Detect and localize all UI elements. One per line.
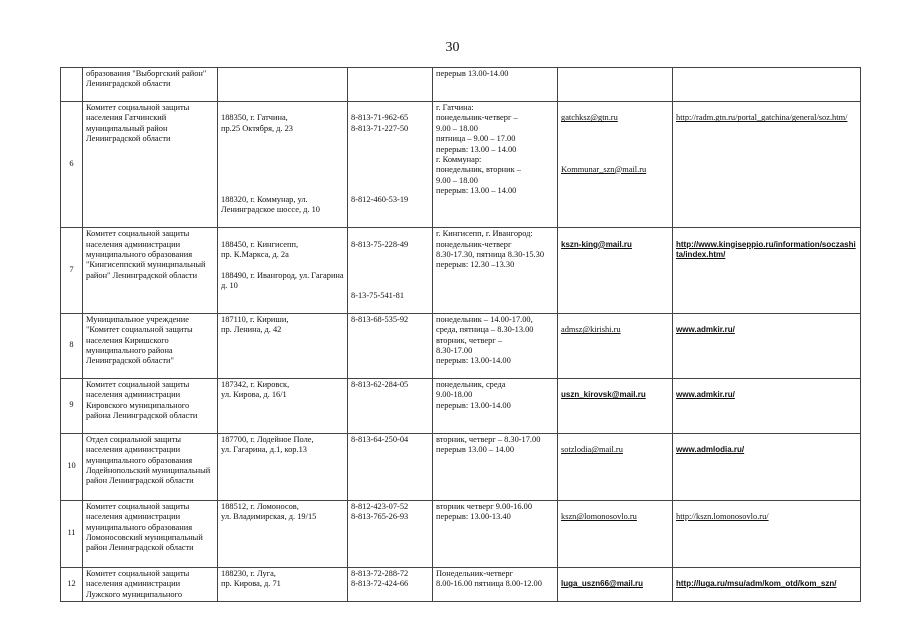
email-cell	[558, 567, 673, 601]
row-number	[61, 68, 83, 102]
phone: 8-813-62-284-05	[348, 378, 433, 433]
email-link[interactable]: uszn_kirovsk@mail.ru	[561, 390, 646, 400]
phone-cell	[348, 228, 433, 313]
org-name: Комитет социальной защиты населения Гатчинский муниципальный район Ленинградской области	[83, 102, 218, 228]
table-row	[61, 68, 861, 102]
email-link-secondary[interactable]: Kommunar_szn@mail.ru	[561, 164, 647, 174]
table-row	[61, 567, 861, 601]
working-hours: понедельник, среда 9.00-18.00 перерыв: 13.00-14.00	[433, 378, 558, 433]
website-cell	[673, 433, 861, 500]
table-row	[61, 228, 861, 313]
row-number: 8	[61, 313, 83, 378]
working-hours: перерыв 13.00-14.00	[433, 68, 558, 102]
website-cell	[673, 500, 861, 567]
address: 188512, г. Ломоносов, ул. Владимирская, д. 19/15	[218, 500, 348, 567]
website-link[interactable]: www.admlodia.ru/	[676, 445, 745, 455]
phone: 8-813-68-535-92	[348, 313, 433, 378]
website-link[interactable]: http://www.kingiseppio.ru/information/soczashita/index.htm/	[676, 239, 856, 260]
email-link[interactable]: kszn@lomonosovlo.ru	[561, 512, 637, 522]
org-name: Комитет социальной защиты населения администрации Кировского муниципального района Ленинградской области	[83, 378, 218, 433]
org-name: Комитет социальной защиты населения администрации Лужского муниципального	[83, 567, 218, 601]
website-cell	[673, 102, 861, 228]
working-hours: г. Гатчина: понедельник-четверг – 9.00 – 18.00 пятница – 9.00 – 17.00 перерыв: 13.00 – 14.00 г. Коммунар: понедельник, вторник – 9.00 – 18.00 перерыв: 13.00 – 14.00	[433, 102, 558, 228]
address-secondary: 188320, г. Коммунар, ул. Ленинградское шоссе, д. 10	[221, 195, 320, 215]
phone	[348, 68, 433, 102]
email-cell	[558, 228, 673, 313]
website-link[interactable]: http://kszn.lomonosovlo.ru/	[676, 512, 769, 522]
address: 187342, г. Кировск, ул. Кирова, д. 16/1	[218, 378, 348, 433]
website-cell	[673, 378, 861, 433]
phone: 8-813-75-228-49	[351, 239, 409, 249]
phone: 8-813-72-288-72 8-813-72-424-66	[348, 567, 433, 601]
address: 187700, г. Лодейное Поле, ул. Гагарина, д.1, кор.13	[218, 433, 348, 500]
org-name: Муниципальное учреждение "Комитет социальной защиты населения Киришского муниципального района Ленинградской области"	[83, 313, 218, 378]
row-number: 12	[61, 567, 83, 601]
working-hours: вторник четверг 9.00-16.00 перерыв: 13.00-13.40	[433, 500, 558, 567]
org-name: образования "Выборгский район" Ленинградской области	[83, 68, 218, 102]
phone-secondary: 8-13-75-541-81	[351, 290, 405, 300]
directory-table	[60, 67, 861, 602]
email-cell	[558, 500, 673, 567]
address: 188350, г. Гатчина, пр.25 Октября, д. 23	[221, 113, 293, 133]
email-link[interactable]: gatchksz@gtn.ru	[561, 113, 618, 123]
website-link[interactable]: http://luga.ru/msu/adm/kom_otd/kom_szn/	[676, 579, 837, 589]
org-name: Отдел социальной защиты населения администрации муниципального образования Лодейнопольский муниципальный район Ленинградской области	[83, 433, 218, 500]
address: 188450, г. Кингисепп, пр. К.Маркса, д. 2а	[221, 239, 299, 260]
phone: 8-813-71-962-65 8-813-71-227-50	[351, 113, 409, 133]
address-cell	[218, 102, 348, 228]
email-link[interactable]: kszn-king@mail.ru	[561, 239, 632, 249]
phone-cell	[348, 102, 433, 228]
website-cell	[673, 567, 861, 601]
row-number: 9	[61, 378, 83, 433]
email-link[interactable]: admsz@kirishi.ru	[561, 325, 621, 335]
email-cell	[558, 313, 673, 378]
page-number: 30	[445, 40, 460, 55]
phone: 8-813-64-250-04	[348, 433, 433, 500]
website-link[interactable]: http://radm.gtn.ru/portal_gatchina/general/soz.htm/	[676, 113, 848, 123]
table-row	[61, 378, 861, 433]
email-cell	[558, 433, 673, 500]
email-link[interactable]: luga_uszn66@mail.ru	[561, 579, 644, 589]
address-secondary: 188490, г. Ивангород, ул. Гагарина д. 10	[221, 270, 344, 291]
row-number: 11	[61, 500, 83, 567]
address: 188230, г. Луга, пр. Кирова, д. 71	[218, 567, 348, 601]
table-row	[61, 500, 861, 567]
website-cell	[673, 313, 861, 378]
address	[218, 68, 348, 102]
email-link[interactable]: sotzlodia@mail.ru	[561, 445, 623, 455]
website-link[interactable]: www.admkir.ru/	[676, 325, 735, 335]
row-number: 6	[61, 102, 83, 228]
table-row	[61, 313, 861, 378]
website-link[interactable]: www.admkir.ru/	[676, 390, 735, 400]
table-row	[61, 102, 861, 228]
working-hours: вторник, четверг – 8.30-17.00 перерыв 13.00 – 14.00	[433, 433, 558, 500]
email-cell	[558, 102, 673, 228]
website	[673, 68, 861, 102]
row-number: 7	[61, 228, 83, 313]
working-hours: понедельник – 14.00-17.00, среда, пятница – 8.30-13.00 вторник, четверг – 8.30-17.00 перерыв: 13.00-14.00	[433, 313, 558, 378]
address-cell	[218, 228, 348, 313]
email-cell	[558, 378, 673, 433]
row-number: 10	[61, 433, 83, 500]
website-cell	[673, 228, 861, 313]
phone-secondary: 8-812-460-53-19	[351, 195, 409, 205]
table-row	[61, 433, 861, 500]
email	[558, 68, 673, 102]
org-name: Комитет социальной защиты населения администрации муниципального образования Ломоносовский муниципальный район Ленинградской области	[83, 500, 218, 567]
working-hours: Понедельник-четверг 8.00-16.00 пятница 8.00-12.00	[433, 567, 558, 601]
org-name: Комитет социальной защиты населения администрации муниципального образования "Кингисеппский муниципальный район" Ленинградской области	[83, 228, 218, 313]
phone: 8-812-423-07-52 8-813-765-26-93	[348, 500, 433, 567]
address: 187110, г. Кириши, пр. Ленина, д. 42	[218, 313, 348, 378]
working-hours: г. Кингисепп, г. Ивангород: понедельник-четверг 8.30-17.30, пятница 8.30-15.30 перерыв: 12.30 –13.30	[433, 228, 558, 313]
